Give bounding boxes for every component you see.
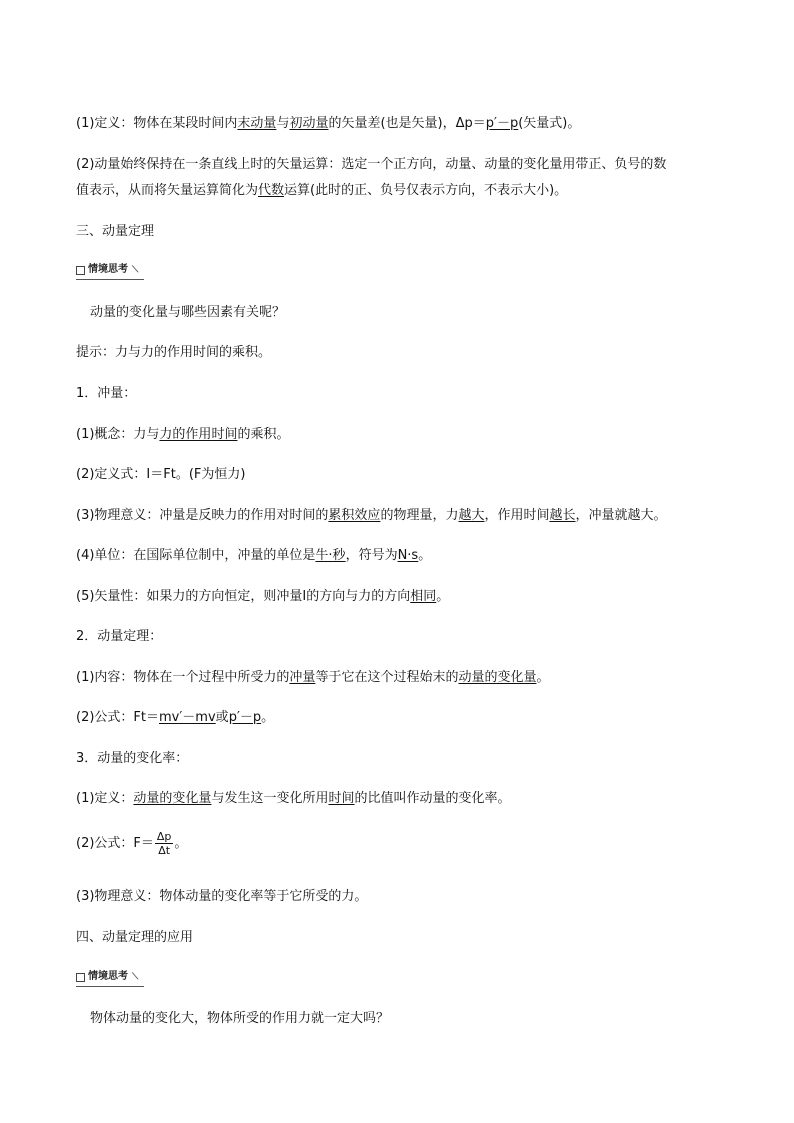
question: 动量的变化量与哪些因素有关呢？ bbox=[90, 305, 286, 320]
badge-underline bbox=[76, 986, 144, 987]
underlined-term: 累积效应 bbox=[328, 508, 381, 523]
slash-icon: ⟍ bbox=[132, 265, 139, 275]
underlined-term: N·s bbox=[397, 548, 419, 563]
vector-operation-line-2: 值表示，从而将矢量运算简化为代数运算(此时的正、负号仅表示方向，不表示大小)。 bbox=[76, 183, 568, 198]
scenario-badge: 情境思考 ⟍ bbox=[76, 263, 138, 277]
badge-underline bbox=[76, 279, 144, 280]
underlined-term: 越大 bbox=[458, 508, 485, 523]
slash-icon: ⟍ bbox=[132, 972, 139, 982]
underlined-formula: mv′－mv bbox=[159, 710, 216, 725]
hint: 提示：力与力的作用时间的乘积。 bbox=[76, 345, 272, 360]
underlined-term: 相同 bbox=[410, 589, 437, 604]
rate-meaning: (3)物理意义：物体动量的变化率等于它所受的力。 bbox=[76, 889, 368, 904]
rate-definition: (1)定义：动量的变化量与发生这一变化所用时间的比值叫作动量的变化率。 bbox=[76, 791, 511, 806]
underlined-term: 时间 bbox=[328, 791, 355, 806]
underlined-term: 越长 bbox=[549, 508, 576, 523]
denominator: Δt bbox=[158, 844, 171, 857]
underlined-term: 时间 bbox=[211, 427, 238, 442]
impulse-definition: (2)定义式：I＝Ft。(F为恒力) bbox=[76, 467, 246, 482]
rate-title: 3．动量的变化率： bbox=[76, 751, 189, 766]
underlined-term: 牛·秒 bbox=[315, 548, 346, 563]
impulse-vector: (5)矢量性：如果力的方向恒定，则冲量I的方向与力的方向相同。 bbox=[76, 589, 450, 604]
underlined-formula: p′－p bbox=[485, 116, 519, 131]
vector-operation-line-1: (2)动量始终保持在一条直线上时的矢量运算：选定一个正方向，动量、动量的变化量用带正、负号的数 bbox=[76, 157, 667, 172]
section-heading: 四、动量定理的应用 bbox=[76, 930, 194, 945]
underlined-term: 末动量 bbox=[237, 116, 277, 131]
underlined-term: 动量的变化量 bbox=[133, 791, 212, 806]
underlined-term: 动量的变化量 bbox=[458, 670, 537, 685]
underlined-term: 代数 bbox=[258, 183, 285, 198]
theorem-content: (1)内容：物体在一个过程中所受力的冲量等于它在这个过程始末的动量的变化量。 bbox=[76, 670, 550, 685]
impulse-meaning: (3)物理意义：冲量是反映力的作用对时间的累积效应的物理量，力越大，作用时间越长，冲量就越大。 bbox=[76, 508, 667, 523]
underlined-term: 力的作用 bbox=[159, 427, 212, 442]
underlined-term: 初动量 bbox=[289, 116, 329, 131]
square-icon bbox=[76, 973, 85, 982]
theorem-formula: (2)公式：Ft＝mv′－mv或p′－p。 bbox=[76, 710, 275, 725]
impulse-unit: (4)单位：在国际单位制中，冲量的单位是牛·秒，符号为N·s。 bbox=[76, 548, 432, 563]
fraction bbox=[155, 830, 174, 857]
definition-line: (1)定义：物体在某段时间内末动量与初动量的矢量差(也是矢量)，Δp＝p′－p(矢量式)。 bbox=[76, 116, 581, 131]
theorem-title: 2．动量定理： bbox=[76, 629, 163, 644]
underlined-term: 冲量 bbox=[289, 670, 316, 685]
square-icon bbox=[76, 266, 85, 275]
section-heading: 三、动量定理 bbox=[76, 224, 155, 239]
impulse-concept: (1)概念：力与力的作用时间的乘积。 bbox=[76, 427, 290, 442]
impulse-title: 1．冲量： bbox=[76, 386, 137, 401]
underlined-formula: p′－p bbox=[228, 710, 262, 725]
numerator: Δp bbox=[156, 830, 172, 843]
rate-formula: (2)公式：F＝ $\frac{\Delta p}{\Delta t}$ 。 bbox=[76, 830, 188, 857]
question: 物体动量的变化大，物体所受的作用力就一定大吗？ bbox=[90, 1011, 390, 1026]
scenario-badge: 情境思考 ⟍ bbox=[76, 970, 138, 984]
